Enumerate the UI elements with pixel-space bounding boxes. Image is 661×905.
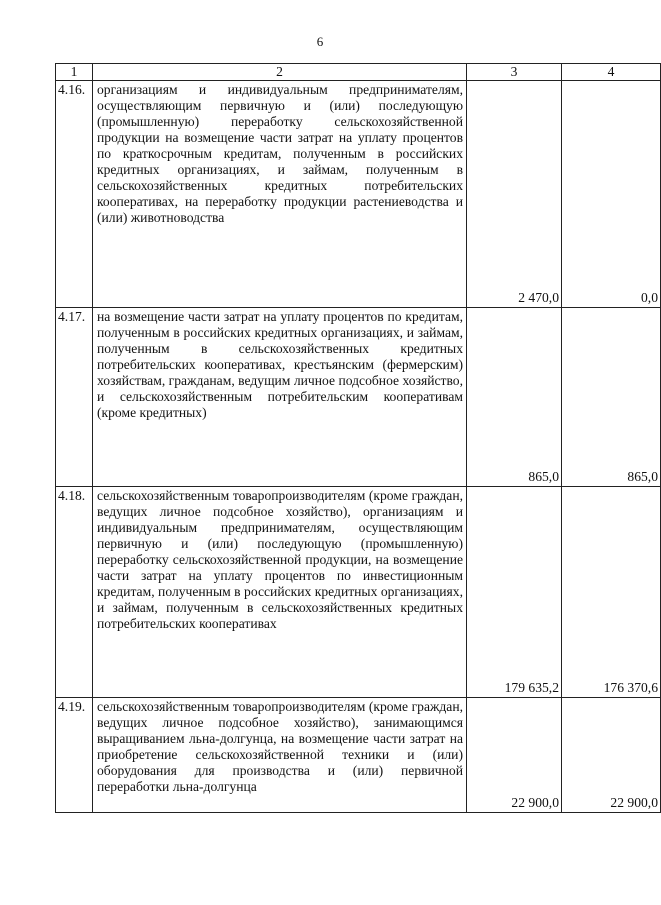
row-description [93,487,467,698]
row-value-col4: 22 900,0 [562,698,661,813]
header-row [56,64,661,81]
row-description-text: сельскохозяйственным товаропроизводителям (кроме граждан, ведущих личное подсобное хозяйство), занимающимся выращиванием льна-долгунца, на возмещение части затрат на приобретение сельскохозяйственной техники и (или) оборудования для производства и (или) первичной переработки льна-долгунца [97,699,463,794]
table-row [56,308,661,487]
header-col-2: 2 [93,64,467,81]
table-row [56,81,661,308]
table-row [56,487,661,698]
header-col-1: 1 [56,64,93,81]
row-number: 4.16. [56,81,93,308]
row-value-col3: 2 470,0 [467,81,562,308]
row-description [93,81,467,308]
row-number: 4.19. [56,698,93,813]
row-value-col4: 865,0 [562,308,661,487]
row-description-text: на возмещение части затрат на уплату процентов по кредитам, полученным в российских кредитных организациях, и займам, полученным в сельскохозяйственных кредитных потребительских кооперативах, крестьянским (фермерским) хозяйствам, гражданам, ведущим личное подсобное хозяйство, и сельскохозяйственным потребительским кооперативам (кроме кредитных) [97,309,463,420]
row-description-text: сельскохозяйственным товаропроизводителям (кроме граждан, ведущих личное подсобное хозяйство), организациям и индивидуальным предпринимателям, осуществляющим первичную и (или) последующую (промышленную) переработку сельскохозяйственной продукции, на возмещение части затрат на уплату процентов по инвестиционным кредитам, полученным в российских кредитных организациях, и займам, полученным в сельскохозяйственных кредитных потребительских кооперативах [97,488,463,631]
header-col-4: 4 [562,64,661,81]
header-col-3: 3 [467,64,562,81]
table-row [56,698,661,813]
row-description [93,308,467,487]
row-description-text: организациям и индивидуальным предпринимателям, осуществляющим первичную и (или) последующую (промышленную) переработку сельскохозяйственной продукции на возмещение части затрат на уплату процентов по краткосрочным кредитам, полученным в российских кредитных организациях, и займам, полученным в сельскохозяйственных кредитных потребительских кооперативах, на переработку продукции растениеводства и (или) животноводства [97,82,463,225]
row-value-col3: 179 635,2 [467,487,562,698]
budget-table [55,63,661,813]
row-number: 4.17. [56,308,93,487]
row-number: 4.18. [56,487,93,698]
row-value-col3: 865,0 [467,308,562,487]
page-number: 6 [316,34,324,49]
row-value-col3: 22 900,0 [467,698,562,813]
row-description [93,698,467,813]
row-value-col4: 0,0 [562,81,661,308]
row-value-col4: 176 370,6 [562,487,661,698]
